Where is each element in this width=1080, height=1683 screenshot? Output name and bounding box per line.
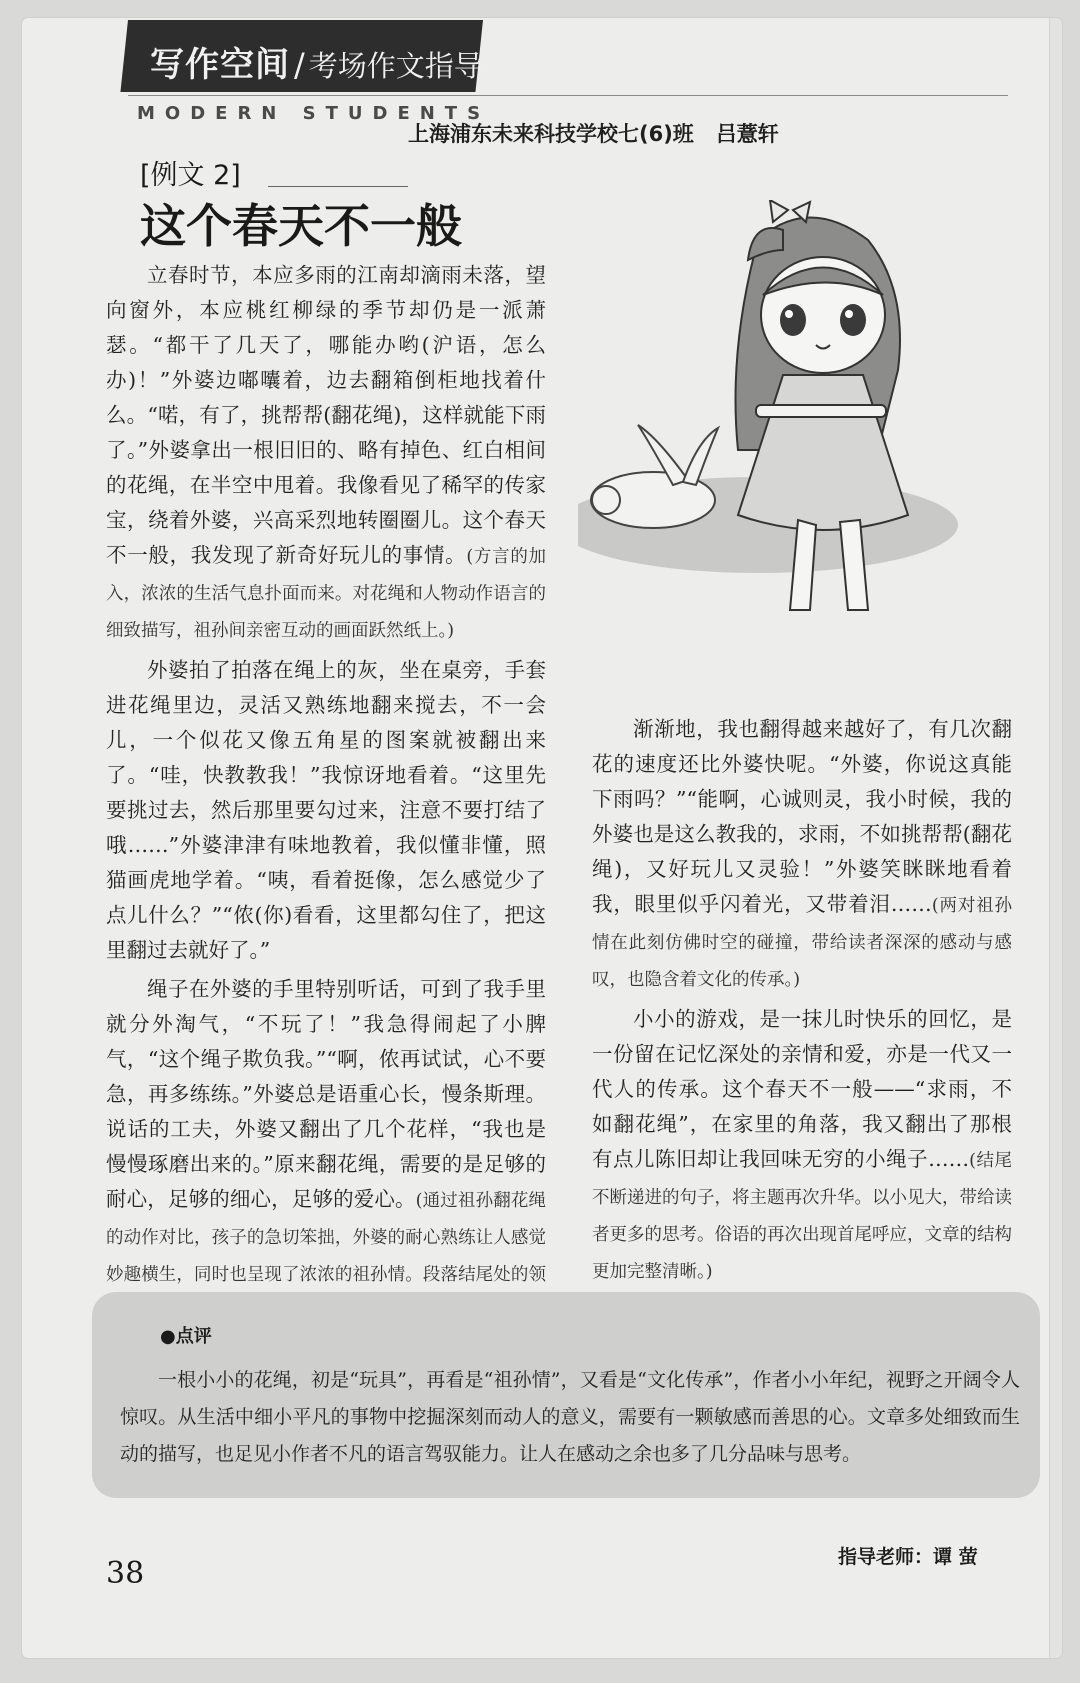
- teacher-credit: 指导老师：谭 萤: [838, 1546, 978, 1568]
- rabbit-illustration: [591, 425, 718, 528]
- paragraph-text: 小小的游戏，是一抹儿时快乐的回忆，是一份留在记忆深处的亲情和爱，亦是一代又一代人的传承。这个春天不一般——“求雨，不如翻花绳”，在家里的角落，我又翻出了那根有点儿陈旧却让我回味无穷的小绳子……: [592, 1007, 1012, 1171]
- section-banner-text: [150, 37, 483, 86]
- paragraph: [106, 258, 546, 649]
- paragraph-note: (结尾不断递进的句子，将主题再次升华。以小见大，带给读者更多的思考。俗语的再次出现首尾呼应，文章的结构更加完整清晰。): [592, 1151, 1013, 1282]
- paragraph: [592, 712, 1012, 998]
- paragraph-text: 渐渐地，我也翻得越来越好了，有几次翻花的速度还比外婆快呢。“外婆，你说这真能下雨吗？”“能啊，心诚则灵，我小时候，我的外婆也是这么教我的，求雨，不如挑帮帮(翻花绳)，又好玩儿又灵验！”外婆笑眯眯地看着我，眼里似乎闪着光，又带着泪……: [592, 717, 1012, 916]
- paragraph: [106, 653, 546, 968]
- example-label: [例文 2]: [140, 160, 241, 191]
- paragraph: [106, 972, 546, 1330]
- paragraph: [592, 1002, 1012, 1290]
- comment-label: ●点评: [160, 1326, 212, 1347]
- header-rule: [128, 95, 1008, 96]
- author-line: [408, 118, 779, 148]
- paragraph-text: 绳子在外婆的手里特别听话，可到了我手里就分外淘气，“不玩了！”我急得闹起了小脾气，“这个绳子欺负我。”“啊，侬再试试，心不要急，再多练练。”外婆总是语重心长，慢条斯理。说话的工夫，外婆又翻出了几个花样，“我也是慢慢琢磨出来的。”原来翻花绳，需要的是足够的耐心，足够的细心，足够的爱心。: [106, 977, 546, 1211]
- section-separator: /: [294, 46, 305, 84]
- author-school: 上海浦东未来科技学校七(6)班: [408, 122, 694, 146]
- article-title: 这个春天不一般: [140, 199, 462, 253]
- comment-text: 一根小小的花绳，初是“玩具”，再看是“祖孙情”，又看是“文化传承”，作者小小年纪，视野之开阔令人惊叹。从生活中细小平凡的事物中挖掘深刻而动人的意义，需要有一颗敏感而善思的心。文章多处细致而生动的描写，也足见小作者不凡的语言驾驭能力。让人在感动之余也多了几分品味与思考。: [120, 1369, 1020, 1465]
- right-column: [592, 712, 1012, 1290]
- section-title: 写作空间: [150, 45, 290, 85]
- left-column: [106, 258, 546, 1330]
- page-number: 38: [106, 1556, 145, 1591]
- paragraph-text: 外婆拍了拍落在绳上的灰，坐在桌旁，手套进花绳里边，灵活又熟练地翻来搅去，不一会儿，一个似花又像五角星的图案就被翻出来了。“哇，快教教我！”我惊讶地看着。“这里先要挑过去，然后那里要勾过来，注意不要打结了哦……”外婆津津有味地教着，我似懂非懂，照猫画虎地学着。“咦，看着挺像，怎么感觉少了点儿什么？”“侬(你)看看，这里都勾住了，把这里翻过去就好了。”: [106, 658, 546, 962]
- paragraph-note: (两对祖孙情在此刻仿佛时空的碰撞，带给读者深深的感动与感叹，也隐含着文化的传承。): [592, 896, 1013, 990]
- paragraph-note: (通过祖孙翻花绳的动作对比，孩子的急切笨拙，外婆的耐心熟练让人感觉妙趣横生，同时也呈现了浓浓的祖孙情。段落结尾处的领: [106, 1191, 547, 1285]
- girl-with-rabbit-illustration: [578, 200, 978, 640]
- example-rule: [268, 186, 408, 187]
- page-edge: [1049, 18, 1062, 1658]
- paragraph-text: 立春时节，本应多雨的江南却滴雨未落，望向窗外，本应桃红柳绿的季节却仍是一派萧瑟。“都干了几天了，哪能办哟(沪语，怎么办)！”外婆边嘟囔着，边去翻箱倒柜地找着什么。“喏，有了，挑帮帮(翻花绳)，这样就能下雨了。”外婆拿出一根旧旧的、略有掉色、红白相间的花绳，在半空中甩着。我像看见了稀罕的传家宝，绕着外婆，兴高采烈地转圈圈儿。这个春天不一般，我发现了新奇好玩儿的事情。: [106, 263, 546, 567]
- author-name: 吕薏轩: [715, 122, 779, 146]
- paragraph-note: (方言的加入，浓浓的生活气息扑面而来。对花绳和人物动作语言的细致描写，祖孙间亲密互动的画面跃然纸上。): [106, 547, 547, 641]
- section-subtitle: 考场作文指导: [308, 49, 483, 83]
- magazine-name: MODERN STUDENTS: [137, 103, 491, 124]
